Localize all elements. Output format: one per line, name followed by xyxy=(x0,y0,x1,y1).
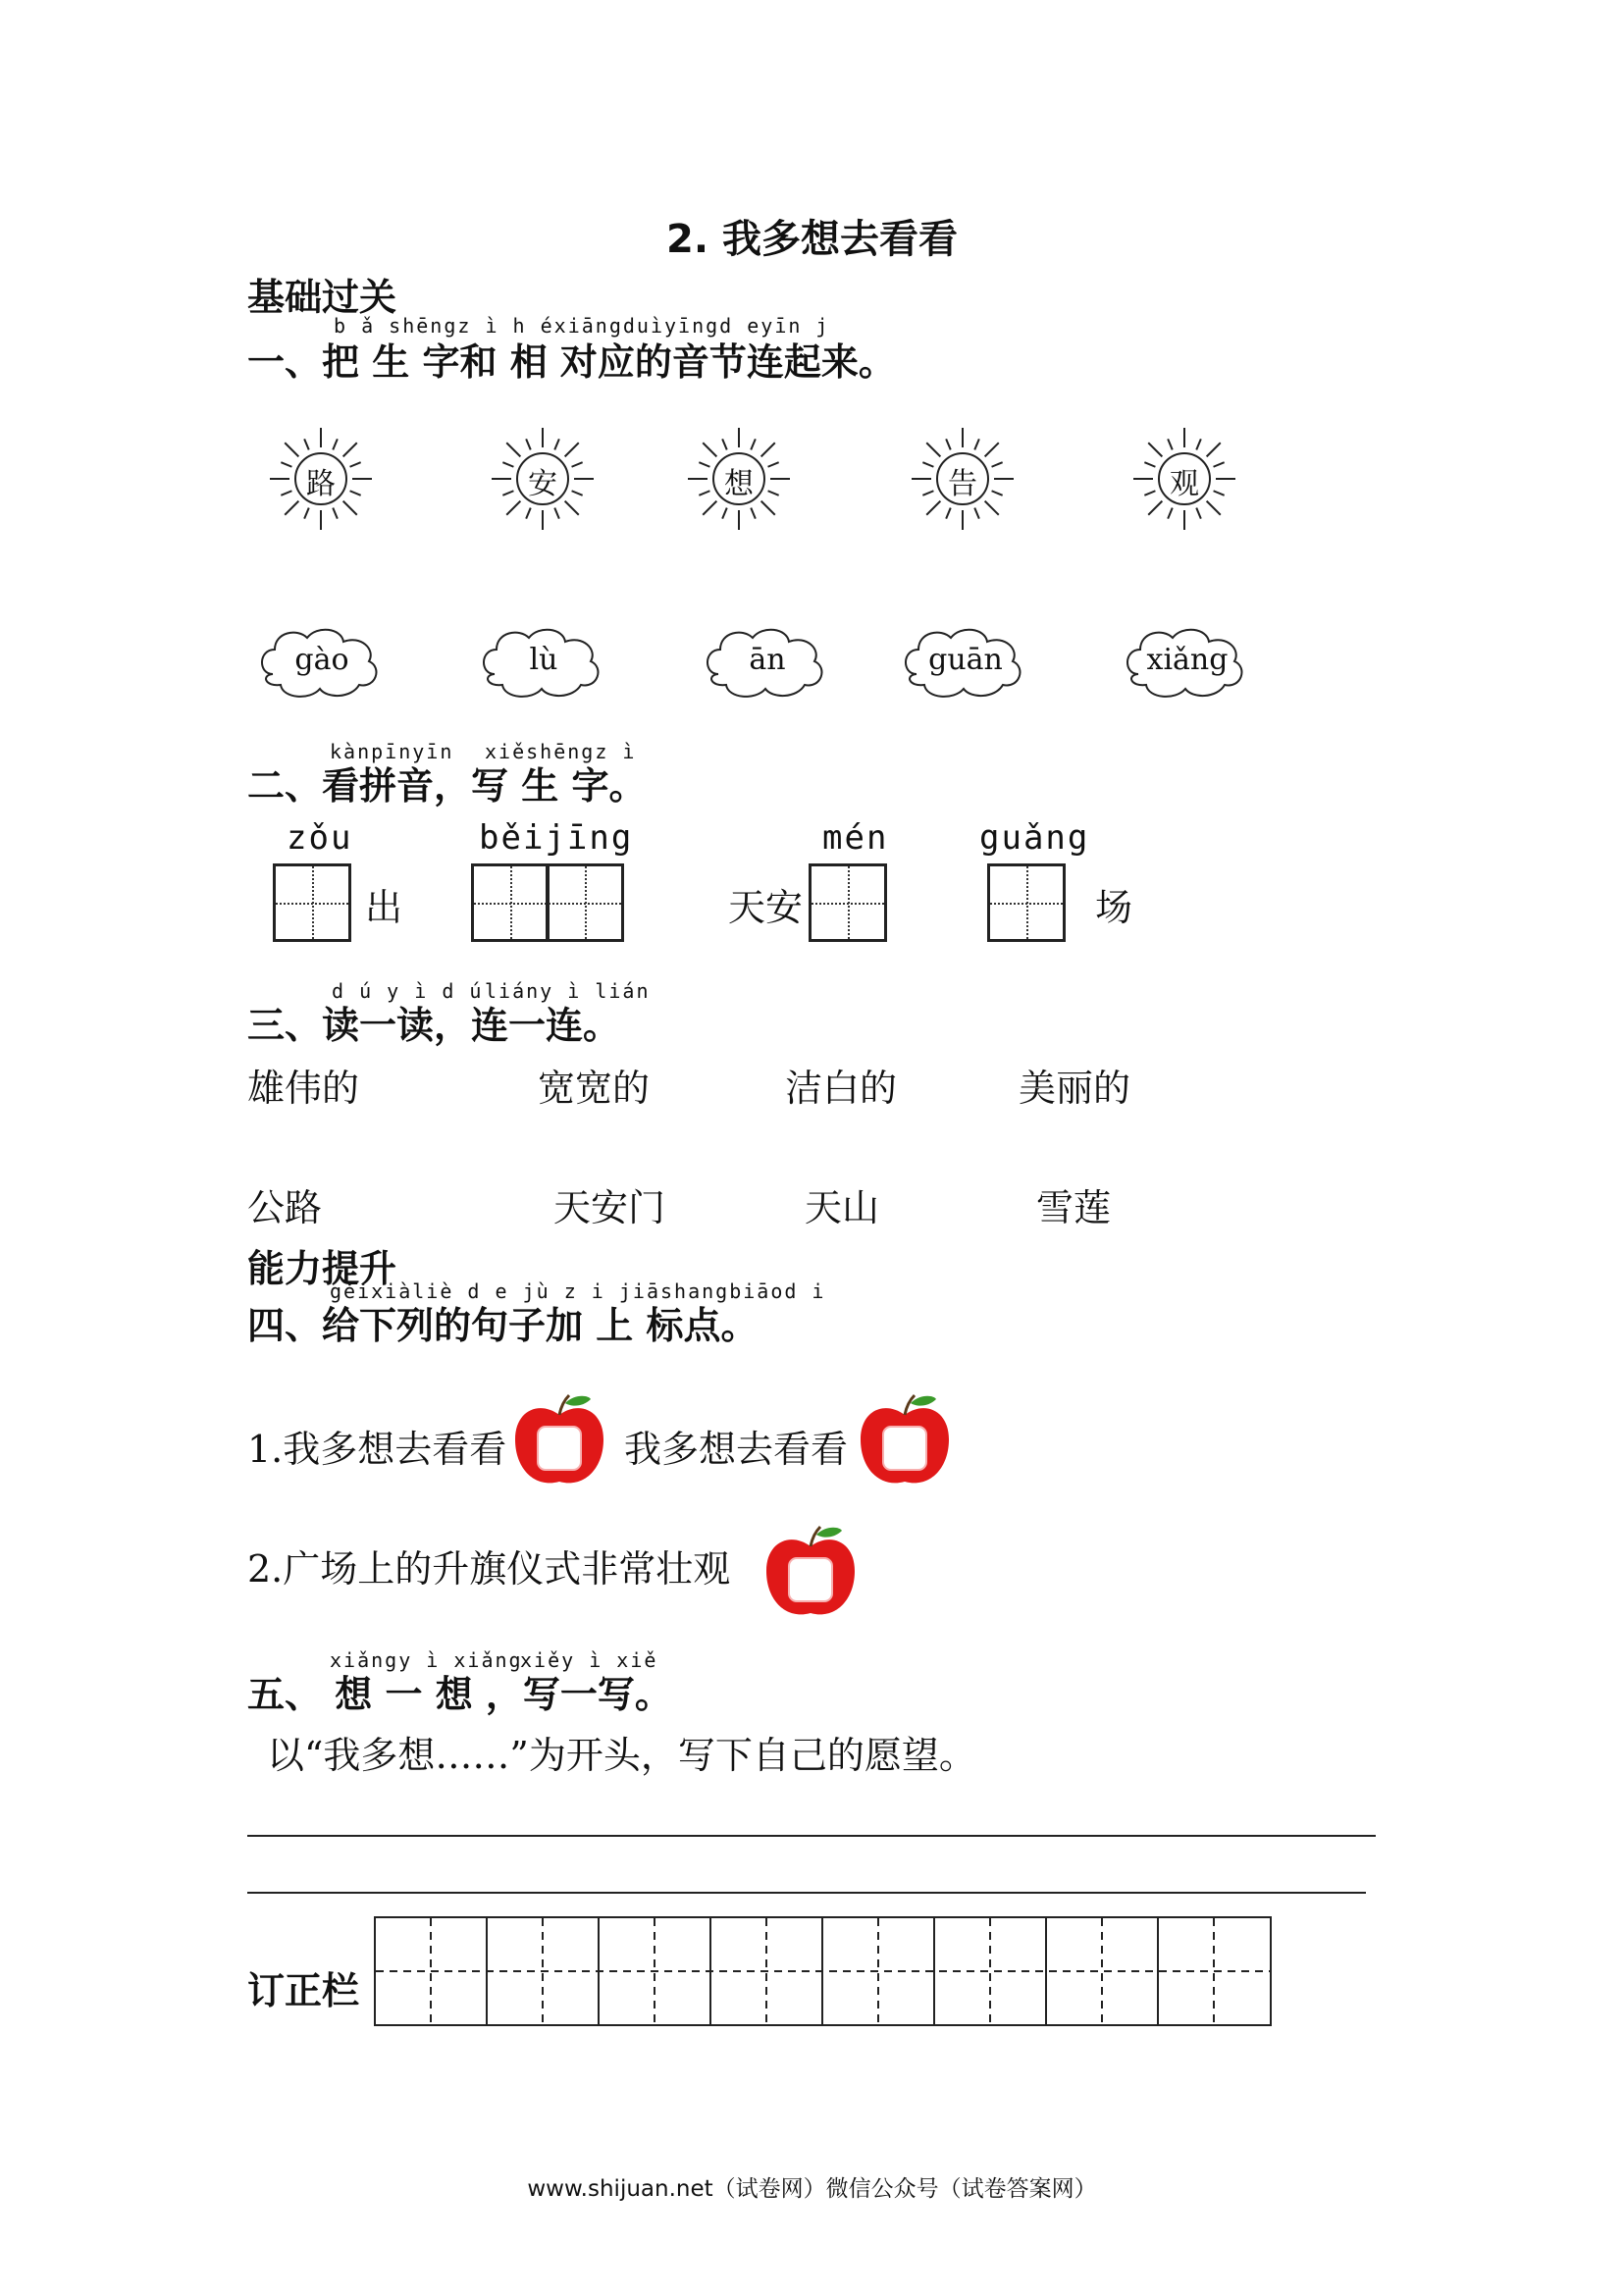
q4-sentence-2: 2.广场上的升旗仪式非常壮观 xyxy=(247,1547,731,1591)
q2-pinyin: zǒu xyxy=(287,818,353,858)
q5-pinyin-annotation-2: xiěy ì xiě xyxy=(520,1648,658,1672)
writing-grid[interactable] xyxy=(471,863,550,942)
q3-noun: 公路 xyxy=(247,1186,323,1229)
q3-adjective: 宽宽的 xyxy=(538,1067,651,1110)
writing-grid[interactable] xyxy=(546,863,624,942)
q2-pinyin-annotation-1: kànpīnyīn xyxy=(330,740,454,763)
q3-pinyin-annotation-2: liány ì lián xyxy=(485,979,651,1003)
correction-grid-lines xyxy=(376,1918,1270,2024)
apple-icon[interactable] xyxy=(856,1385,954,1493)
q4-sentence-1a: 1.我多想去看看 xyxy=(247,1428,507,1471)
q4-sentence-1b: 我多想去看看 xyxy=(624,1428,849,1471)
cloud-pinyin: gào xyxy=(294,643,349,677)
correction-grid[interactable] xyxy=(374,1916,1272,2026)
apple-icon[interactable] xyxy=(510,1385,608,1493)
answer-line[interactable] xyxy=(247,1835,1376,1837)
q2-pinyin: běijīng xyxy=(479,818,634,858)
q3-adjective: 雄伟的 xyxy=(247,1067,360,1110)
q2-pinyin-annotation-2: xiěshēngz ì xyxy=(485,740,637,763)
q3-adjective: 洁白的 xyxy=(785,1067,898,1110)
correction-label: 订正栏 xyxy=(247,1969,360,2012)
q3-noun: 天山 xyxy=(805,1186,880,1229)
section-improve-title: 能力提升 xyxy=(247,1247,397,1290)
cloud-pinyin: lù xyxy=(529,643,558,677)
q1-pinyin-annotation: b ǎ shēngz ì h éxiāngduìyīngd eyīn j xyxy=(334,314,830,338)
q2-prefix: 天安 xyxy=(728,886,804,929)
answer-line[interactable] xyxy=(247,1892,1366,1894)
q2-suffix: 场 xyxy=(1095,886,1133,929)
writing-grid[interactable] xyxy=(809,863,887,942)
footer: www.shijuan.net（试卷网）微信公众号（试卷答案网） xyxy=(527,2176,1097,2202)
apple-icon[interactable] xyxy=(761,1517,860,1625)
q3-noun: 雪莲 xyxy=(1036,1186,1112,1229)
writing-grid[interactable] xyxy=(273,863,351,942)
writing-grid[interactable] xyxy=(987,863,1066,942)
cloud-pinyin: ān xyxy=(749,643,786,677)
q2-pinyin: mén xyxy=(822,818,889,858)
q3-heading: 三、读一读，连一连。 xyxy=(247,1004,621,1047)
q1-heading: 一、把 生 字和 相 对应的音节连起来。 xyxy=(247,340,896,384)
sun-char: 安 xyxy=(528,467,557,501)
q5-prompt: 以“我多想……”为开头，写下自己的愿望。 xyxy=(267,1734,976,1777)
q5-heading: 五、 想 一 想 ，写一写。 xyxy=(247,1673,672,1716)
sun-char: 观 xyxy=(1170,467,1199,501)
sun-char: 路 xyxy=(306,467,336,501)
q2-pinyin: guǎng xyxy=(979,818,1090,858)
q2-heading: 二、看拼音，写 生 字。 xyxy=(247,764,647,808)
cloud-pinyin: xiǎng xyxy=(1146,643,1229,677)
sun-char: 想 xyxy=(724,467,754,501)
q2-suffix: 出 xyxy=(365,886,403,929)
q4-heading: 四、给下列的句子加 上 标点。 xyxy=(247,1304,759,1347)
sun-char: 告 xyxy=(948,467,977,501)
section-basic-title: 基础过关 xyxy=(247,276,397,319)
q3-pinyin-annotation-1: d ú y ì d ú xyxy=(332,979,484,1003)
q5-pinyin-annotation-1: xiǎngy ì xiǎng xyxy=(330,1648,523,1672)
cloud-pinyin: guān xyxy=(928,643,1003,677)
q4-pinyin-annotation: gěixiàliè d e jù z i jiāshangbiāod i xyxy=(330,1279,826,1303)
q3-noun: 天安门 xyxy=(553,1186,666,1229)
q3-adjective: 美丽的 xyxy=(1019,1067,1131,1110)
page-title: 2. 我多想去看看 xyxy=(666,217,958,262)
